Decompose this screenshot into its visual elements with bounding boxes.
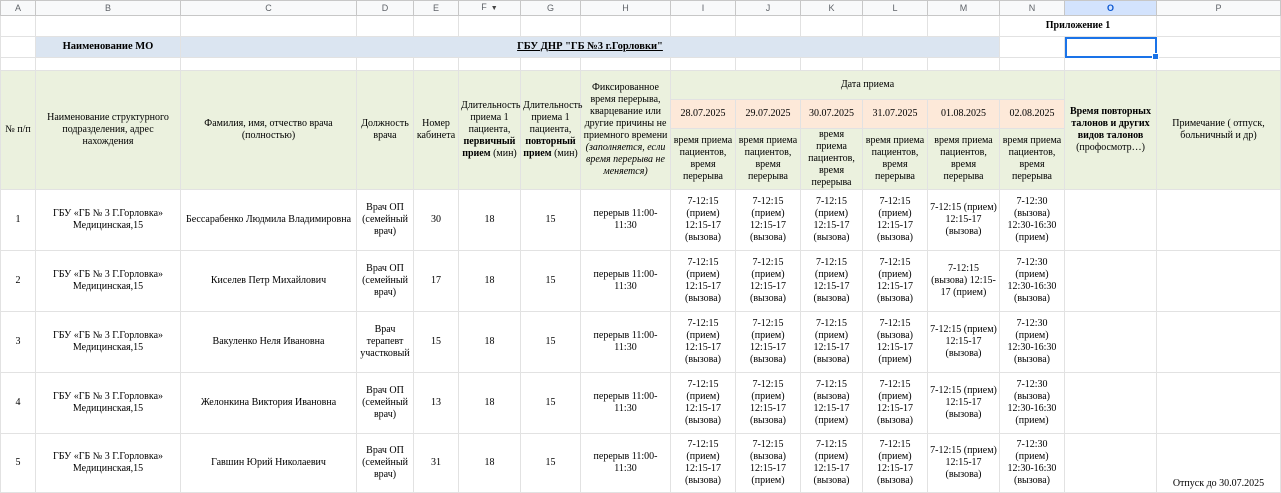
cell-repeat[interactable]: 15 bbox=[521, 434, 581, 493]
cell-day-schedule[interactable]: 7-12:15 (прием) 12:15-17 (вызова) bbox=[736, 312, 801, 373]
cell-talons[interactable] bbox=[1065, 251, 1157, 312]
cell-num[interactable]: 1 bbox=[1, 190, 36, 251]
cell-fio[interactable]: Бессарабенко Людмила Владимировна bbox=[181, 190, 357, 251]
header-fio: Фамилия, имя, отчество врача (полностью) bbox=[181, 71, 357, 190]
header-notes: Примечание ( отпуск, больничный и др) bbox=[1157, 71, 1281, 190]
cell-fio[interactable]: Киселев Петр Михайлович bbox=[181, 251, 357, 312]
column-header-c[interactable]: C bbox=[181, 1, 357, 16]
cell-primary[interactable]: 18 bbox=[459, 373, 521, 434]
cell-break[interactable]: перерыв 11:00-11:30 bbox=[581, 312, 671, 373]
cell-day-schedule[interactable]: 7-12:15 (прием) 12:15-17 (вызова) bbox=[801, 190, 863, 251]
cell-day-schedule[interactable]: 7-12:15 (прием) 12:15-17 (вызова) bbox=[671, 312, 736, 373]
cell-day-schedule[interactable]: 7-12:15 (прием) 12:15-17 (вызова) bbox=[736, 251, 801, 312]
cell-day-schedule[interactable]: 7-12:15 (прием) 12:15-17 (вызова) bbox=[671, 190, 736, 251]
header-date: 31.07.2025 bbox=[863, 100, 928, 129]
cell-position[interactable]: Врач терапевт участковый bbox=[357, 312, 414, 373]
table-row bbox=[1, 190, 1281, 251]
header-date: 01.08.2025 bbox=[928, 100, 1000, 129]
cell-day-schedule[interactable]: 7-12:15 (вызова) 12:15-17 (прием) bbox=[801, 373, 863, 434]
mo-label: Наименование МО bbox=[36, 37, 181, 58]
cell-unit[interactable]: ГБУ «ГБ № 3 Г.Горловка» Медицинская,15 bbox=[36, 190, 181, 251]
mo-value: ГБУ ДНР "ГБ №3 г.Горловки" bbox=[181, 37, 1000, 58]
cell-position[interactable]: Врач ОП (семейный врач) bbox=[357, 373, 414, 434]
column-header-n[interactable]: N bbox=[1000, 1, 1065, 16]
header-num: № п/п bbox=[1, 71, 36, 190]
selected-cell[interactable] bbox=[1065, 37, 1157, 58]
cell-day-schedule[interactable]: 7-12:15 (прием) 12:15-17 (вызова) bbox=[863, 190, 928, 251]
column-header-g[interactable]: G bbox=[521, 1, 581, 16]
table-row bbox=[1, 434, 1281, 493]
column-header-k[interactable]: K bbox=[801, 1, 863, 16]
cell-room[interactable]: 31 bbox=[414, 434, 459, 493]
cell-day-schedule[interactable]: 7-12:15 (прием) 12:15-17 (вызова) bbox=[671, 373, 736, 434]
cell-talons[interactable] bbox=[1065, 312, 1157, 373]
cell-num[interactable]: 4 bbox=[1, 373, 36, 434]
cell-unit[interactable]: ГБУ «ГБ № 3 Г.Горловка» Медицинская,15 bbox=[36, 373, 181, 434]
mo-row bbox=[1, 37, 1281, 58]
cell-day-schedule[interactable]: 7-12:30 (вызова) 12:30-16:30 (прием) bbox=[1000, 373, 1065, 434]
cell-day-schedule[interactable]: 7-12:15 (прием) 12:15-17 (вызова) bbox=[928, 434, 1000, 493]
cell-position[interactable]: Врач ОП (семейный врач) bbox=[357, 190, 414, 251]
column-header-b[interactable]: B bbox=[36, 1, 181, 16]
column-header-d[interactable]: D bbox=[357, 1, 414, 16]
header-position: Должность врача bbox=[357, 71, 414, 190]
column-header-e[interactable]: E bbox=[414, 1, 459, 16]
cell-room[interactable]: 30 bbox=[414, 190, 459, 251]
cell-room[interactable]: 13 bbox=[414, 373, 459, 434]
header-date: 30.07.2025 bbox=[801, 100, 863, 129]
header-sub-label: время приема пациентов, время перерыва bbox=[863, 129, 928, 190]
cell-note[interactable]: Отпуск до 30.07.2025 bbox=[1157, 434, 1281, 493]
column-header-row bbox=[1, 1, 1281, 16]
column-header-f[interactable]: F ▼ bbox=[459, 1, 521, 16]
cell-repeat[interactable]: 15 bbox=[521, 251, 581, 312]
cell-primary[interactable]: 18 bbox=[459, 434, 521, 493]
cell-day-schedule[interactable]: 7-12:15 (прием) 12:15-17 (вызова) bbox=[801, 251, 863, 312]
cell-day-schedule[interactable]: 7-12:30 (вызова) 12:30-16:30 (прием) bbox=[1000, 190, 1065, 251]
cell-primary[interactable]: 18 bbox=[459, 190, 521, 251]
filter-dropdown-icon[interactable]: ▼ bbox=[490, 5, 498, 12]
cell-day-schedule[interactable]: 7-12:30 (прием) 12:30-16:30 (вызова) bbox=[1000, 312, 1065, 373]
table-row bbox=[1, 251, 1281, 312]
header-room: Номер кабинета bbox=[414, 71, 459, 190]
column-header-h[interactable]: H bbox=[581, 1, 671, 16]
cell-room[interactable]: 15 bbox=[414, 312, 459, 373]
cell-day-schedule[interactable]: 7-12:15 (прием) 12:15-17 (вызова) bbox=[801, 312, 863, 373]
column-header-o[interactable]: O bbox=[1065, 1, 1157, 16]
cell-day-schedule[interactable]: 7-12:15 (прием) 12:15-17 (вызова) bbox=[863, 434, 928, 493]
cell-day-schedule[interactable]: 7-12:15 (прием) 12:15-17 (вызова) bbox=[863, 373, 928, 434]
header-dates-title: Дата приема bbox=[671, 71, 1065, 100]
header-sub-label: время приема пациентов, время перерыва bbox=[801, 129, 863, 190]
cell-note[interactable] bbox=[1157, 251, 1281, 312]
cell-talons[interactable] bbox=[1065, 373, 1157, 434]
cell-num[interactable]: 2 bbox=[1, 251, 36, 312]
cell-room[interactable]: 17 bbox=[414, 251, 459, 312]
cell-day-schedule[interactable]: 7-12:15 (прием) 12:15-17 (вызова) bbox=[736, 373, 801, 434]
appendix-label: Приложение 1 bbox=[1000, 16, 1157, 37]
column-header-i[interactable]: I bbox=[671, 1, 736, 16]
cell-num[interactable]: 3 bbox=[1, 312, 36, 373]
cell-repeat[interactable]: 15 bbox=[521, 373, 581, 434]
header-date: 28.07.2025 bbox=[671, 100, 736, 129]
cell-break[interactable]: перерыв 11:00-11:30 bbox=[581, 434, 671, 493]
header-break: Фиксированное время перерыва, кварцевание или другие причины не приемного времени (заполняется, если время перерыва не меняется) bbox=[581, 71, 671, 190]
column-header-l[interactable]: L bbox=[863, 1, 928, 16]
cell-primary[interactable]: 18 bbox=[459, 312, 521, 373]
cell-talons[interactable] bbox=[1065, 190, 1157, 251]
cell-break[interactable]: перерыв 11:00-11:30 bbox=[581, 190, 671, 251]
column-header-p[interactable]: P bbox=[1157, 1, 1281, 16]
cell-position[interactable]: Врач ОП (семейный врач) bbox=[357, 434, 414, 493]
cell-day-schedule[interactable]: 7-12:15 (прием) 12:15-17 (вызова) bbox=[671, 434, 736, 493]
cell-unit[interactable]: ГБУ «ГБ № 3 Г.Горловка» Медицинская,15 bbox=[36, 434, 181, 493]
cell-day-schedule[interactable]: 7-12:15 (прием) 12:15-17 (вызова) bbox=[928, 373, 1000, 434]
header-date: 02.08.2025 bbox=[1000, 100, 1065, 129]
cell-day-schedule[interactable]: 7-12:15 (вызова) 12:15-17 (прием) bbox=[863, 312, 928, 373]
header-repeat: Длительность приема 1 пациента, повторный прием (мин) bbox=[521, 71, 581, 190]
cell-day-schedule[interactable]: 7-12:15 (прием) 12:15-17 (вызова) bbox=[736, 190, 801, 251]
cell-fio[interactable]: Вакуленко Неля Ивановна bbox=[181, 312, 357, 373]
sheet-row-empty bbox=[1, 58, 1281, 71]
cell-repeat[interactable]: 15 bbox=[521, 190, 581, 251]
cell-day-schedule[interactable]: 7-12:15 (прием) 12:15-17 (вызова) bbox=[928, 190, 1000, 251]
cell-day-schedule[interactable]: 7-12:15 (прием) 12:15-17 (вызова) bbox=[801, 434, 863, 493]
sheet-row-empty bbox=[1, 16, 1281, 37]
cell-unit[interactable]: ГБУ «ГБ № 3 Г.Горловка» Медицинская,15 bbox=[36, 251, 181, 312]
fill-handle[interactable] bbox=[1152, 53, 1159, 60]
cell-repeat[interactable]: 15 bbox=[521, 312, 581, 373]
cell-day-schedule[interactable]: 7-12:15 (прием) 12:15-17 (вызова) bbox=[863, 251, 928, 312]
header-primary: Длительность приема 1 пациента, первичный прием (мин) bbox=[459, 71, 521, 190]
cell-break[interactable]: перерыв 11:00-11:30 bbox=[581, 373, 671, 434]
header-sub-label: время приема пациентов, время перерыва bbox=[736, 129, 801, 190]
header-talons: Время повторных талонов и других видов талонов (профосмотр…) bbox=[1065, 71, 1157, 190]
header-sub-label: время приема пациентов, время перерыва bbox=[671, 129, 736, 190]
table-row bbox=[1, 312, 1281, 373]
header-row bbox=[1, 71, 1281, 100]
column-header-m[interactable]: M bbox=[928, 1, 1000, 16]
cell-day-schedule[interactable]: 7-12:15 (прием) 12:15-17 (вызова) bbox=[671, 251, 736, 312]
header-sub-label: время приема пациентов, время перерыва bbox=[928, 129, 1000, 190]
cell-day-schedule[interactable]: 7-12:30 (прием) 12:30-16:30 (вызова) bbox=[1000, 434, 1065, 493]
cell-position[interactable]: Врач ОП (семейный врач) bbox=[357, 251, 414, 312]
column-header-j[interactable]: J bbox=[736, 1, 801, 16]
cell-talons[interactable] bbox=[1065, 434, 1157, 493]
cell-break[interactable]: перерыв 11:00-11:30 bbox=[581, 251, 671, 312]
cell-note[interactable] bbox=[1157, 373, 1281, 434]
cell-num[interactable]: 5 bbox=[1, 434, 36, 493]
cell-day-schedule[interactable]: 7-12:15 (прием) 12:15-17 (вызова) bbox=[928, 312, 1000, 373]
cell-note[interactable] bbox=[1157, 312, 1281, 373]
cell-day-schedule[interactable]: 7-12:30 (прием) 12:30-16:30 (вызова) bbox=[1000, 251, 1065, 312]
cell-fio[interactable]: Гавшин Юрий Николаевич bbox=[181, 434, 357, 493]
cell-fio[interactable]: Желонкина Виктория Ивановна bbox=[181, 373, 357, 434]
cell-primary[interactable]: 18 bbox=[459, 251, 521, 312]
cell-note[interactable] bbox=[1157, 190, 1281, 251]
header-unit: Наименование структурного подразделения, адрес нахождения bbox=[36, 71, 181, 190]
header-date: 29.07.2025 bbox=[736, 100, 801, 129]
cell-day-schedule[interactable]: 7-12:15 (вызова) 12:15-17 (прием) bbox=[736, 434, 801, 493]
cell-day-schedule[interactable]: 7-12:15 (вызова) 12:15-17 (прием) bbox=[928, 251, 1000, 312]
header-sub-label: время приема пациентов, время перерыва bbox=[1000, 129, 1065, 190]
cell-unit[interactable]: ГБУ «ГБ № 3 Г.Горловка» Медицинская,15 bbox=[36, 312, 181, 373]
column-header-a[interactable]: A bbox=[1, 1, 36, 16]
table-row bbox=[1, 373, 1281, 434]
